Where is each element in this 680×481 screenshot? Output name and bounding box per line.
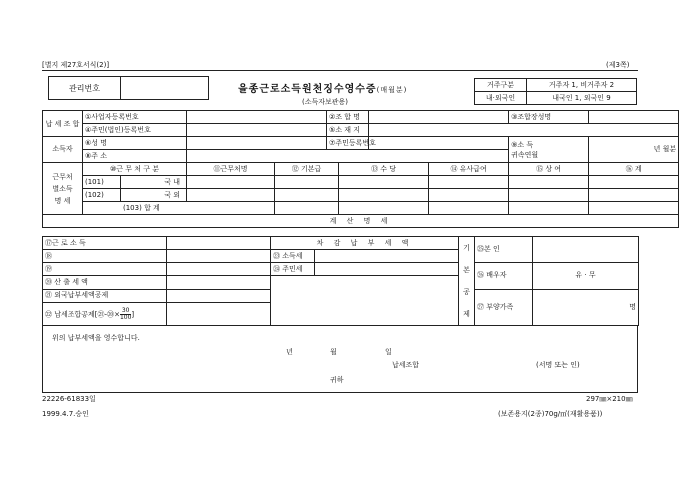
basic-deduction-label: 기 본 공 제: [459, 237, 475, 326]
union-credit-label: ㉒ 납세조합공제[㉑-⑳× $\frac{30}{100}$ ]: [43, 303, 167, 326]
calc-blank-area: [271, 276, 459, 326]
foreign-tax-credit-field[interactable]: [167, 289, 271, 302]
table-row: [43, 176, 679, 189]
total-row-label: (103) 합 계: [83, 202, 275, 215]
cell[interactable]: [275, 189, 339, 202]
union-section-label: 납 세 조 합: [43, 111, 83, 137]
cell[interactable]: [509, 189, 589, 202]
resident-tax-label: ㉔ 주민세: [271, 263, 315, 276]
col-base-pay: ⑫ 기본급: [275, 163, 339, 176]
union-resident-no-label: ④주민(법인)등록번호: [83, 124, 187, 137]
form-title: 을종근로소득원천징수영수증(매월분): [238, 84, 408, 95]
date-day-label: 일: [385, 348, 392, 356]
earned-income-label: ⑰근 로 소 득: [43, 237, 167, 250]
cell[interactable]: [589, 202, 679, 215]
table-row-total: [43, 202, 679, 215]
paper-size: 297㎜×210㎜: [586, 395, 633, 403]
income-period-label: ⑨소 득 귀속연월: [509, 137, 589, 163]
cell[interactable]: [589, 189, 679, 202]
business-reg-no-label: ①사업자등록번호: [83, 111, 187, 124]
page-number: (제3쪽): [606, 61, 630, 69]
computed-tax-label: ⑳ 산 출 세 액: [43, 276, 167, 289]
signer-label: 납세조합: [392, 361, 420, 369]
earner-name-label: ⑥성 명: [83, 137, 187, 150]
cell[interactable]: [339, 202, 429, 215]
union-head-field[interactable]: [589, 111, 679, 124]
col-workplace-type: ⑩근 무 처 구 분: [83, 163, 187, 176]
earner-resident-no-label: ⑦주민등록번호: [327, 137, 369, 150]
calc-section-header: 계 산 명 세: [43, 215, 679, 228]
footer-code: 22226-61833일: [42, 395, 96, 403]
income-period-field[interactable]: 년 월분: [589, 137, 679, 163]
cell[interactable]: [275, 176, 339, 189]
item-19-field[interactable]: [167, 263, 271, 276]
residency-box: [474, 78, 637, 105]
nationality-label: 내·외국인: [475, 92, 527, 105]
calc-table: [42, 236, 639, 326]
management-number-value[interactable]: [121, 77, 209, 100]
cell[interactable]: [589, 176, 679, 189]
cell[interactable]: [339, 189, 429, 202]
union-credit-field[interactable]: [167, 303, 271, 326]
date-month-label: 월: [330, 348, 337, 356]
earner-section-label: 소득자: [43, 137, 83, 163]
resident-tax-field[interactable]: [315, 263, 459, 276]
union-address-label: ⑤소 재 지: [327, 124, 369, 137]
addressee: 귀하: [330, 376, 344, 384]
cell[interactable]: [429, 202, 509, 215]
cell[interactable]: [339, 176, 429, 189]
income-tax-label: ㉓ 소득세: [271, 250, 315, 263]
income-tax-field[interactable]: [315, 250, 459, 263]
earner-name-field[interactable]: [187, 137, 327, 150]
item-18-label: ⑱: [43, 250, 167, 263]
earner-address-label: ⑧주 소: [83, 150, 187, 163]
earner-address-field[interactable]: [187, 150, 509, 163]
workplace-section-label: 근무처 별소득 명 세: [43, 163, 83, 215]
col-total: ⑯ 계: [589, 163, 679, 176]
spouse-label: ㉖ 배우자: [475, 263, 533, 290]
row-name: 국 내: [121, 176, 187, 189]
col-similar-pay: ⑭ 유사급여: [429, 163, 509, 176]
residency-label: 거주구분: [475, 79, 527, 92]
form-subtitle: (소득자보관용): [302, 98, 349, 106]
item-19-label: ⑲: [43, 263, 167, 276]
self-label: ㉕본 인: [475, 237, 533, 263]
row-name: 국 외: [121, 189, 187, 202]
main-form-table: [42, 110, 679, 228]
union-credit-fraction: $\frac{30}{100}$: [119, 306, 132, 321]
management-number-box: [48, 76, 209, 100]
union-name-field[interactable]: [369, 111, 509, 124]
table-row: [43, 189, 679, 202]
foreign-tax-credit-label: ㉑ 외국납부세액공제: [43, 289, 167, 302]
col-allowance: ⑬ 수 당: [339, 163, 429, 176]
business-reg-no-field[interactable]: [187, 111, 327, 124]
col-bonus: ⑮ 상 여: [509, 163, 589, 176]
receipt-statement: 위의 납부세액을 영수합니다.: [52, 334, 140, 342]
cell[interactable]: [275, 202, 339, 215]
deduct-tax-header: 차 감 납 부 세 액: [271, 237, 459, 250]
paper-type: (보존용지(2종)70g/㎡(재활용품)): [498, 410, 603, 418]
union-name-label: ②조 합 명: [327, 111, 369, 124]
spouse-field[interactable]: 유 · 무: [533, 263, 639, 290]
cell[interactable]: [187, 176, 275, 189]
cell[interactable]: [187, 189, 275, 202]
union-head-label: ③조합장성명: [509, 111, 589, 124]
date-year-label: 년: [286, 348, 293, 356]
residency-value: 거주자 1, 비거주자 2: [527, 79, 637, 92]
top-rule: [42, 70, 638, 71]
sign-note: (서명 또는 인): [536, 361, 580, 369]
self-field[interactable]: [533, 237, 639, 263]
approval-date: 1999.4.7.승인: [42, 410, 89, 418]
cell[interactable]: [429, 189, 509, 202]
col-workplace-name: ⑪근무처명: [187, 163, 275, 176]
dependents-label: ㉗ 부양가족: [475, 289, 533, 325]
dependents-field[interactable]: 명: [533, 289, 639, 325]
nationality-value: 내국인 1, 외국인 9: [527, 92, 637, 105]
cell[interactable]: [429, 176, 509, 189]
cell[interactable]: [509, 202, 589, 215]
earned-income-field[interactable]: [167, 237, 271, 250]
union-resident-no-field[interactable]: [187, 124, 327, 137]
row-code: (101): [83, 176, 121, 189]
row-code: (102): [83, 189, 121, 202]
form-reference: [별지 제27호서식(2)]: [42, 61, 110, 69]
cell[interactable]: [509, 176, 589, 189]
earner-resident-no-field[interactable]: [369, 137, 509, 150]
management-number-label: 관리번호: [49, 77, 121, 100]
computed-tax-field[interactable]: [167, 276, 271, 289]
union-address-field[interactable]: [369, 124, 679, 137]
item-18-field[interactable]: [167, 250, 271, 263]
